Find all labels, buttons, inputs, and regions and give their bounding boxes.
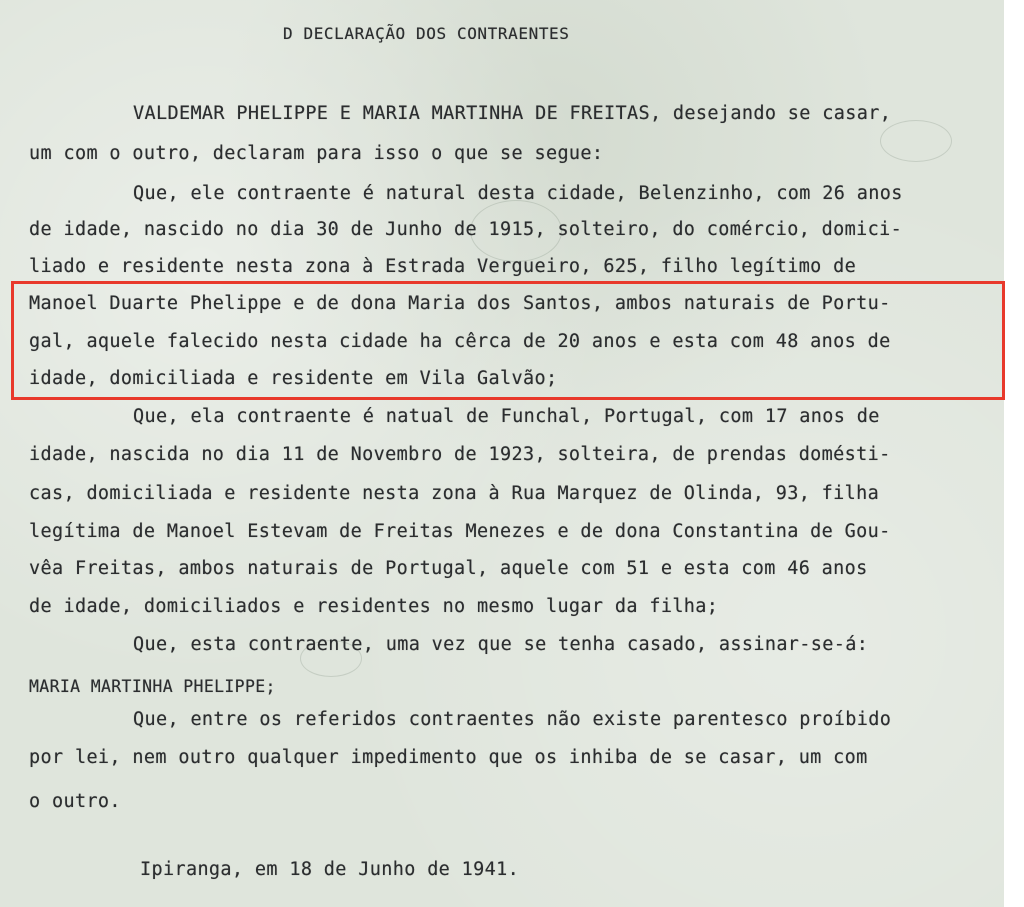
text-line: Que, ele contraente é natural desta cidade, Belenzinho, com 26 anos [133,183,903,204]
text-line: vêa Freitas, ambos naturais de Portugal, aquele com 51 e esta com 46 anos [29,558,868,579]
paper-fiber [880,120,952,162]
text-line: cas, domiciliada e residente nesta zona à Rua Marquez de Olinda, 93, filha [29,483,880,504]
text-line: Que, entre os referidos contraentes não existe parentesco proíbido [133,709,892,730]
text-line: legítima de Manoel Estevam de Freitas Menezes e de dona Constantina de Gou- [29,521,891,542]
page-margin [1004,0,1024,907]
signature-name-line: MARIA MARTINHA PHELIPPE; [29,677,276,696]
highlight-box [11,281,1005,400]
text-line: o outro. [29,791,121,812]
text-line: VALDEMAR PHELIPPE E MARIA MARTINHA DE FREITAS, desejando se casar, [133,103,892,124]
document-title: D DECLARAÇÃO DOS CONTRAENTES [283,24,570,43]
text-line: de idade, domiciliados e residentes no mesmo lugar da filha; [29,596,719,617]
text-line: idade, nascida no dia 11 de Novembro de 1923, solteira, de prendas domésti- [29,444,891,465]
text-line: idade, domiciliada e residente em Vila Galvão; [29,368,558,389]
text-line: por lei, nem outro qualquer impedimento que os inhiba de se casar, um com [29,747,868,768]
text-line: liado e residente nesta zona à Estrada Vergueiro, 625, filho legítimo de [29,256,857,277]
text-line: Que, ela contraente é natual de Funchal, Portugal, com 17 anos de [133,406,880,427]
text-line: Manoel Duarte Phelippe e de dona Maria dos Santos, ambos naturais de Portu- [29,293,891,314]
text-line: gal, aquele falecido nesta cidade ha cêrca de 20 anos e esta com 48 anos de [29,331,891,352]
text-line: de idade, nascido no dia 30 de Junho de 1915, solteiro, do comércio, domici- [29,219,903,240]
text-line: Que, esta contraente, uma vez que se tenha casado, assinar-se-á: [133,634,869,655]
text-line: um com o outro, declaram para isso o que se segue: [29,143,604,164]
closing-place-date: Ipiranga, em 18 de Junho de 1941. [140,859,520,880]
